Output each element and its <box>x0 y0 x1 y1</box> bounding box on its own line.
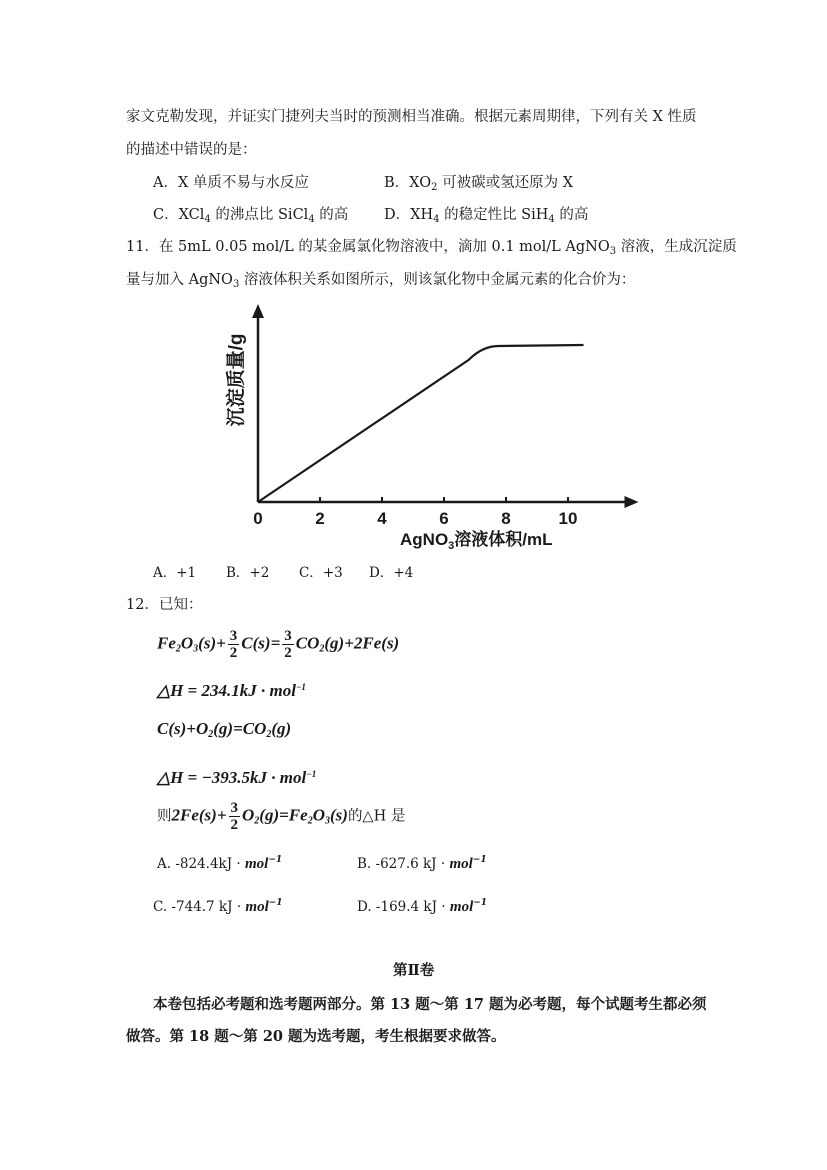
q10-option-c: C．XCl$_4$ 的沸点比 SiCl$_4$ 的高 <box>153 207 349 225</box>
q10-option-a: A．X 单质不易与水反应 <box>153 175 309 191</box>
chart-axes <box>252 304 639 508</box>
precipitate-chart <box>210 300 640 555</box>
q11-stem-line1: 11．在 5mL 0.05 mol/L 的某金属氯化物溶液中，滴加 0.1 mol/L AgNO$_3$ 溶液，生成沉淀质 <box>126 239 737 257</box>
y-axis-arrow <box>252 304 264 318</box>
x-tick-label: 4 <box>377 509 387 528</box>
q12-enthalpy-1: △H = 234.1kJ · mol$^{-1}$ <box>157 681 306 700</box>
q12-enthalpy-2: △H = −393.5kJ · mol$^{-1}$ <box>157 768 317 787</box>
q10-option-d: D．$XH_4$ 的稳定性比 SiH$_4$ 的高 <box>384 207 589 225</box>
q12-option-b: B. -627.6 kJ · mol$^{-1}$ <box>357 855 487 872</box>
chart-curve <box>258 345 584 502</box>
x-tick-label: 6 <box>439 509 449 528</box>
q10-stem-line1: 家文克勒发现，并证实门捷列夫当时的预测相当准确。根据元素周期律，下列有关 X 性质 <box>126 109 697 125</box>
q12-title: 12．已知： <box>126 597 203 613</box>
q12-option-c: C. -744.7 kJ · mol$^{-1}$ <box>153 898 283 915</box>
q11-option-c: C．+3 <box>299 565 343 581</box>
fraction-3-2: $\frac{3}{2}$ <box>284 628 292 661</box>
section-2-title: 第Ⅱ卷 <box>393 962 435 979</box>
q12-option-a: A. -824.4kJ · mol$^{-1}$ <box>157 855 283 872</box>
chart-xlabel: AgNO$_3$溶液体积/mL <box>400 530 553 552</box>
precipitate-curve <box>258 345 584 502</box>
q11-option-b: B．+2 <box>226 565 270 581</box>
chart-ylabel: 沉淀质量/g <box>226 333 247 427</box>
q12-equation-2: $C(s)+O_2(g)=CO_2(g)$ <box>157 719 292 740</box>
q11-stem-line2: 量与加入 AgNO$_3$ 溶液体积关系如图所示，则该氯化物中金属元素的化合价为： <box>126 272 636 290</box>
q10-stem-line2: 的描述中错误的是： <box>126 142 257 158</box>
q12-option-d: D. -169.4 kJ · mol$^{-1}$ <box>357 898 488 915</box>
x-tick-label: 10 <box>558 509 578 528</box>
q11-option-d: D．+4 <box>369 565 414 581</box>
fraction-3-2: $\frac{3}{2}$ <box>229 628 238 661</box>
section-2-line1: 本卷包括必考题和选考题两部分。第 13 题～第 17 题为必考题，每个试题考生都必须 <box>153 996 707 1013</box>
x-tick-label: 0 <box>253 509 263 528</box>
q12-equation-1: $Fe_2O_3(s)+$ $\frac{3}{2}$ C(s)= $\frac{3}{2}$ $CO_2(g)+2Fe(s)$ <box>157 628 400 661</box>
section-2-line2: 做答。第 18 题～第 20 题为选考题，考生根据要求做答。 <box>126 1028 506 1045</box>
x-tick-label: 2 <box>315 509 325 528</box>
q10-option-b: B．$XO_2$ 可被碳或氢还原为 X <box>384 175 574 193</box>
fraction-3-2: $\frac{3}{2}$ <box>230 800 239 833</box>
q12-question: 则2Fe(s)+ $\frac{3}{2}$ $O_2(g)=Fe_2O_3(s)$的△H 是 <box>157 800 406 833</box>
x-axis-arrow <box>625 496 639 508</box>
q11-option-a: A．+1 <box>153 565 197 581</box>
x-tick-label: 8 <box>501 509 511 528</box>
